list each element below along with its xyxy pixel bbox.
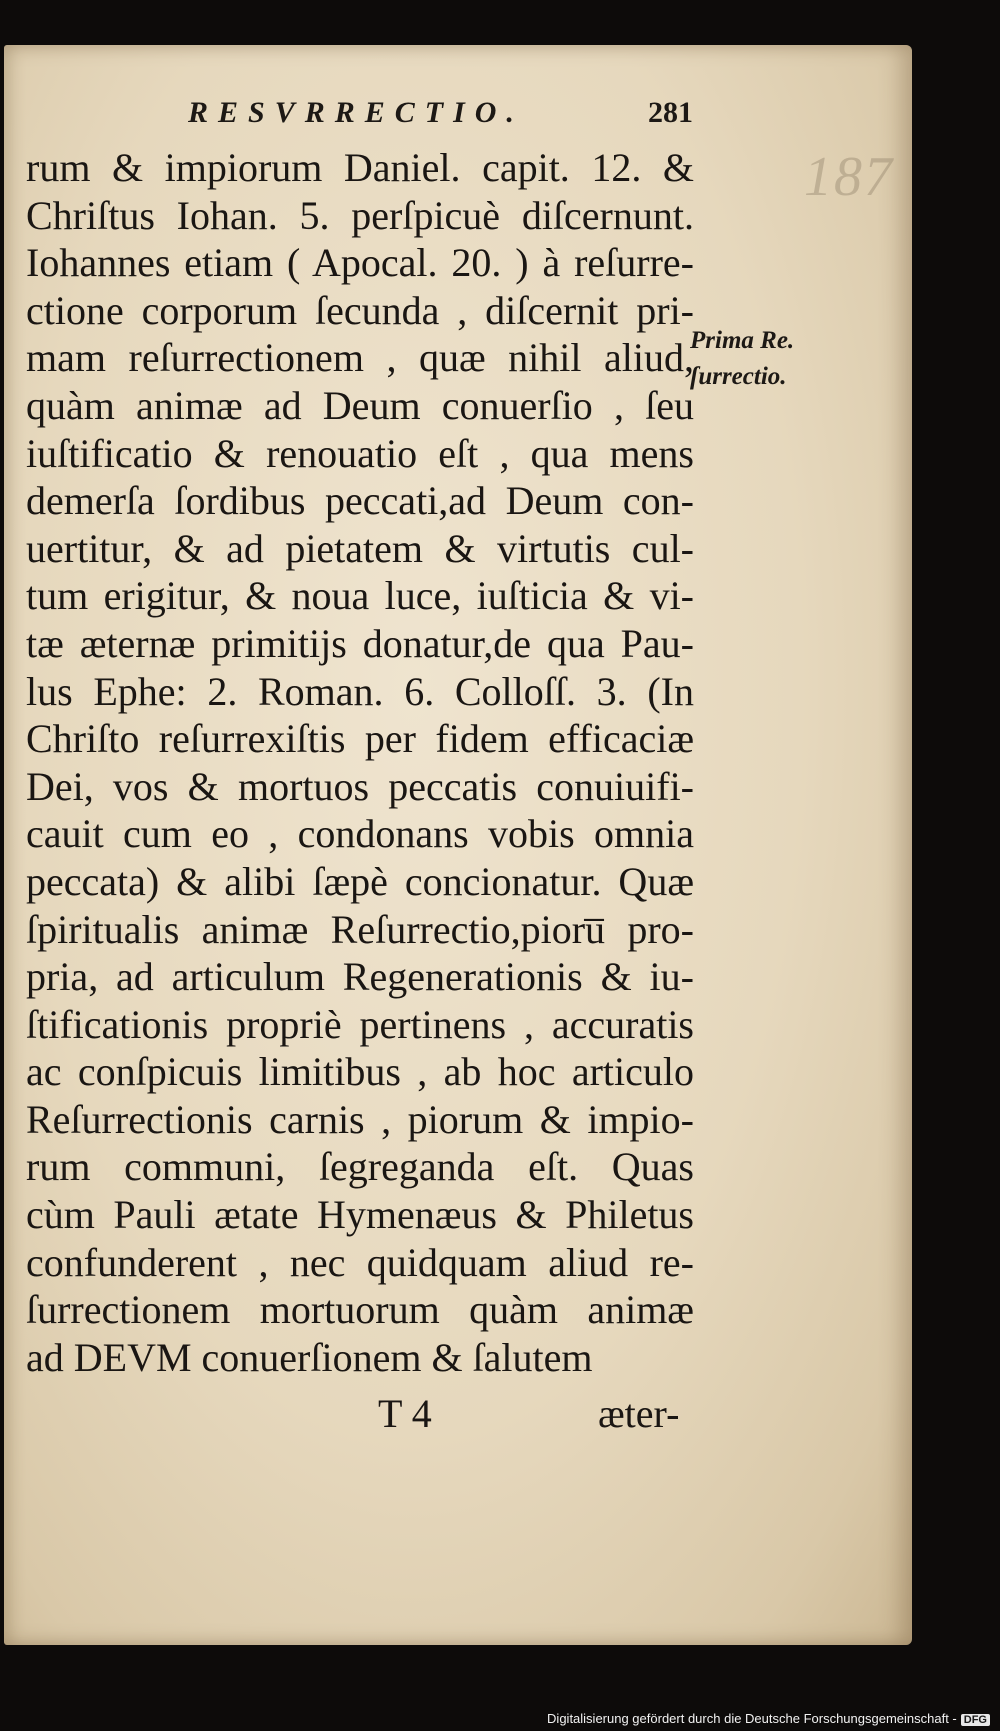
text-line: Dei, vos & mortuos peccatis conuiuifi- — [26, 763, 694, 809]
text-line: quàm animæ ad Deum conuerſio , ſeu — [26, 382, 694, 428]
text-line: ac conſpicuis limitibus , ab hoc articulo — [26, 1049, 694, 1095]
text-line: Iohannes etiam ( Apocal. 20. ) à reſurre- — [26, 240, 694, 286]
text-line: ctione corporum ſecunda , diſcernit pri- — [26, 287, 694, 333]
text-line: mam reſurrectionem , quæ nihil aliud, — [26, 335, 694, 381]
text-line: ſpiritualis animæ Reſurrectio,pioru̅ pro- — [26, 906, 694, 952]
text-line: ad DEVM conuerſionem & ſalutem — [26, 1334, 593, 1380]
marginal-note-line: Prima Re. — [690, 327, 795, 354]
text-line: ſtificationis propriè pertinens , accuratis — [26, 1001, 694, 1047]
text-line: lus Ephe: 2. Roman. 6. Colloſſ. 3. (In — [26, 668, 694, 714]
marginal-note — [690, 323, 794, 395]
text-line: iuſtificatio & renouatio eſt , qua mens — [26, 430, 694, 476]
text-line: cauit cum eo , condonans vobis omnia — [26, 811, 694, 857]
marginal-note-line: ſurrectio. — [690, 363, 787, 390]
text-line: rum communi, ſegreganda eſt. Quas — [26, 1144, 694, 1190]
text-line: tum erigitur, & noua luce, iuſticia & vi- — [26, 573, 694, 619]
text-line: rum & impiorum Daniel. capit. 12. & — [26, 145, 694, 190]
text-line: Chriſto reſurrexiſtis per fidem efficaciæ — [26, 716, 694, 762]
text-line: pria, ad articulum Regenerationis & iu- — [26, 954, 694, 1000]
dfg-logo: DFG — [961, 1714, 990, 1726]
pencil-folio-mark: 187 — [804, 146, 894, 208]
text-line: Chriſtus Iohan. 5. perſpicuè diſcernunt. — [26, 192, 694, 238]
text-line: confunderent , nec quidquam aliud re- — [26, 1239, 694, 1285]
text-line: tæ æternæ primitijs donatur,de qua Pau- — [26, 620, 694, 666]
catchword: æter- — [598, 1391, 680, 1436]
text-line: cùm Pauli ætate Hymenæus & Philetus — [26, 1192, 694, 1238]
footer-credit — [547, 1711, 990, 1726]
running-head: RESVRRECTIO. — [188, 96, 524, 129]
footer-text: Digitalisierung gefördert durch die Deutsche Forschungsgemeinschaft - — [547, 1711, 957, 1726]
text-line: peccata) & alibi ſæpè concionatur. Quæ — [26, 858, 694, 904]
body-text — [26, 144, 694, 1381]
signature-mark: T 4 — [378, 1391, 432, 1436]
text-line: Reſurrectionis carnis , piorum & impio- — [26, 1096, 694, 1142]
text-line: uertitur, & ad pietatem & virtutis cul- — [26, 525, 694, 571]
page-number: 281 — [648, 96, 693, 129]
text-line: ſurrectionem mortuorum quàm animæ — [26, 1287, 694, 1333]
text-line: demerſa ſordibus peccati,ad Deum con- — [26, 478, 694, 524]
